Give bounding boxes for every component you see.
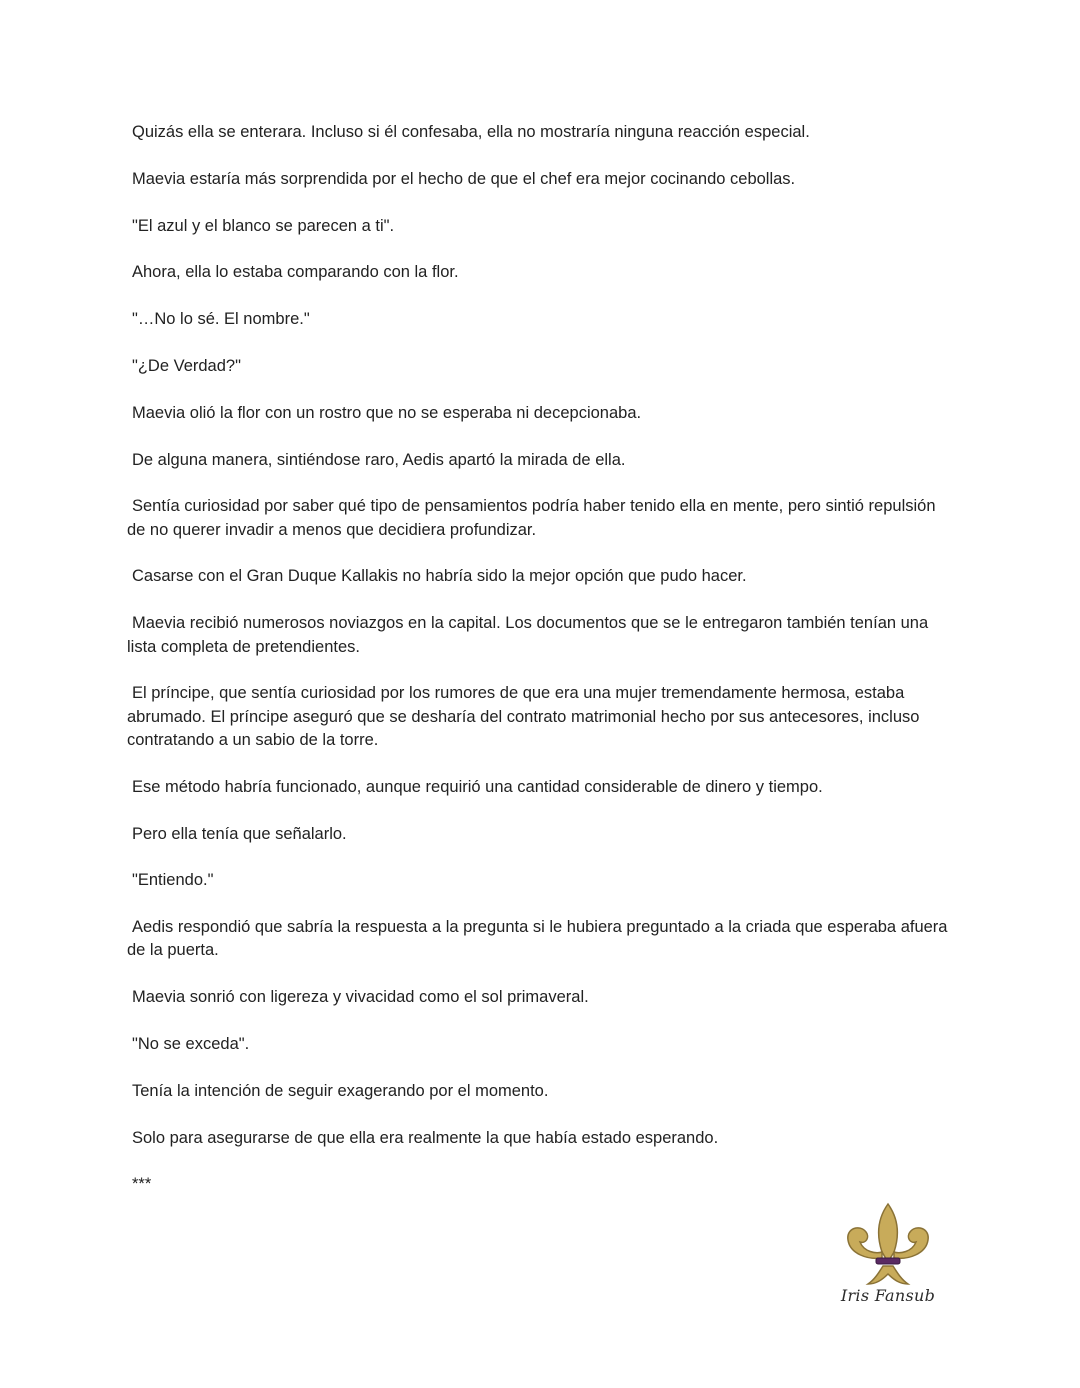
paragraph: De alguna manera, sintiéndose raro, Aedis apartó la mirada de ella.	[132, 450, 626, 469]
paragraph: El príncipe, que sentía curiosidad por los rumores de que era una mujer tremendamente hermosa, estaba abrumado. El príncipe aseguró que se desharía del contrato matrimonial hecho por sus antecesores, incluso contratando a un sabio de la torre.	[127, 684, 920, 749]
paragraph: Tenía la intención de seguir exagerando por el momento.	[132, 1081, 549, 1100]
paragraph: "El azul y el blanco se parecen a ti".	[132, 216, 395, 235]
paragraph: Solo para asegurarse de que ella era realmente la que había estado esperando.	[132, 1128, 719, 1147]
paragraph: "No se exceda".	[132, 1035, 250, 1054]
paragraph: Ahora, ella lo estaba comparando con la flor.	[132, 263, 459, 282]
paragraph: Maevia recibió numerosos noviazgos en la capital. Los documentos que se le entregaron también tenían una lista completa de pretendientes.	[127, 614, 929, 656]
scene-break: ***	[132, 1175, 152, 1194]
paragraph: "Entiendo."	[132, 871, 214, 890]
paragraph: Pero ella tenía que señalarlo.	[132, 824, 347, 843]
paragraph: Maevia estaría más sorprendida por el hecho de que el chef era mejor cocinando cebollas.	[132, 169, 796, 188]
paragraph: Aedis respondió que sabría la respuesta a la pregunta si le hubiera preguntado a la criada que esperaba afuera de la puerta.	[127, 918, 948, 960]
paragraph: Maevia sonrió con ligereza y vivacidad como el sol primaveral.	[132, 988, 589, 1007]
paragraph: "¿De Verdad?"	[132, 356, 241, 375]
iris-fansub-logo	[838, 1200, 938, 1315]
paragraph: Ese método habría funcionado, aunque requirió una cantidad considerable de dinero y tiempo.	[132, 777, 823, 796]
logo-text: Iris Fansub	[840, 1286, 936, 1305]
paragraph: Quizás ella se enterara. Incluso si él confesaba, ella no mostraría ninguna reacción especial.	[132, 123, 810, 141]
fleur-de-lis-icon	[838, 1200, 938, 1290]
paragraph: "…No lo sé. El nombre."	[132, 310, 310, 329]
document-body	[127, 121, 957, 1220]
paragraph: Sentía curiosidad por saber qué tipo de pensamientos podría haber tenido ella en mente, pero sintió repulsión de no querer invadir a menos que decidiera profundizar.	[127, 497, 936, 539]
paragraph: Casarse con el Gran Duque Kallakis no habría sido la mejor opción que pudo hacer.	[132, 567, 747, 586]
paragraph: Maevia olió la flor con un rostro que no se esperaba ni decepcionaba.	[132, 403, 642, 422]
